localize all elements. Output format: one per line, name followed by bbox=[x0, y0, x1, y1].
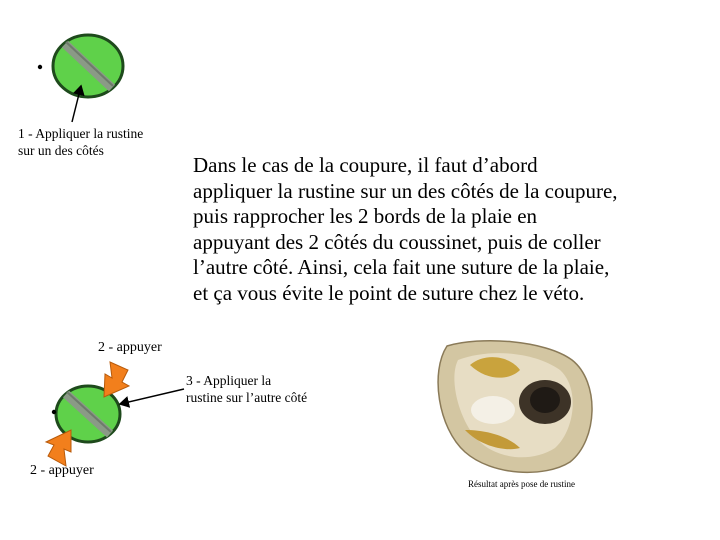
press-arrow-bottom bbox=[46, 430, 71, 466]
instructions-paragraph bbox=[193, 153, 703, 306]
paragraph-line-4: appuyant des 2 côtés du coussinet, puis de coller bbox=[193, 229, 601, 254]
result-caption: Résultat après pose de rustine bbox=[468, 479, 575, 489]
wound-dot-bottom bbox=[52, 410, 56, 414]
paragraph-line-1: Dans le cas de la coupure, il faut d’abord bbox=[193, 153, 538, 177]
step3-label-line2: rustine sur l’autre côté bbox=[186, 390, 308, 405]
wound-dot-top bbox=[38, 65, 42, 69]
step1-label bbox=[18, 125, 143, 159]
paragraph-line-3: puis rapprocher les 2 bords de la plaie en bbox=[193, 204, 538, 228]
pointer-arrow-step3 bbox=[120, 389, 184, 404]
paragraph-line-2: appliquer la rustine sur un des côtés de la coupure, bbox=[193, 178, 618, 203]
paragraph-line-5: l’autre côté. Ainsi, cela fait une suture de la plaie, bbox=[193, 255, 610, 279]
step2-bottom-label: 2 - appuyer bbox=[30, 463, 94, 478]
step1-label-line2: sur un des côtés bbox=[18, 143, 104, 158]
result-photo bbox=[438, 341, 592, 473]
press-arrow-top bbox=[104, 362, 129, 397]
step3-label-line1: 3 - Appliquer la bbox=[186, 373, 272, 388]
paragraph-line-6: et ça vous évite le point de suture chez le véto. bbox=[193, 280, 585, 305]
step2-top-label: 2 - appuyer bbox=[98, 340, 162, 355]
step1-label-line1: 1 - Appliquer la rustine bbox=[18, 126, 144, 141]
step3-label bbox=[186, 372, 307, 406]
